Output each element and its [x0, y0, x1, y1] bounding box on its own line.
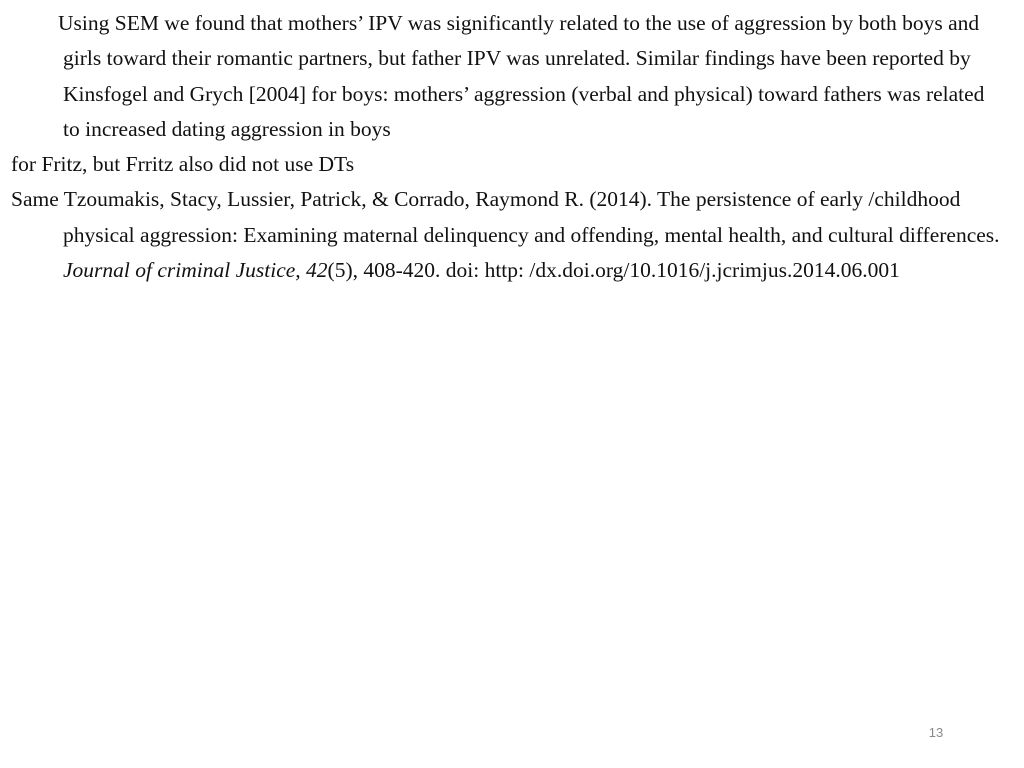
fritz-note: for Fritz, but Frritz also did not use DTs: [11, 152, 355, 177]
reference-tail: (5), 408-420. doi: http: /dx.doi.org/10.1016/j.jcrimjus.2014.06.001: [327, 258, 900, 283]
slide-body: [11, 6, 1001, 288]
finding-paragraph: Using SEM we found that mothers’ IPV was significantly related to the use of aggression by both boys and girls toward their romantic partners, but father IPV was unrelated. Similar findings have been reported by Kinsfogel and Grych [2004] for boys: mothers’ aggression (verbal and physical) toward fathers was related to increased dating aggression in boys: [58, 11, 985, 141]
page-number: 13: [928, 725, 944, 740]
reference-lead: Same Tzoumakis, Stacy, Lussier, Patrick, & Corrado, Raymond R. (2014). The persistence of early /childhood physical aggression: Examining maternal delinquency and offending, mental health, and cultural differences.: [11, 187, 1000, 247]
reference-journal: Journal of criminal Justice, 42: [63, 258, 328, 283]
reference-citation: [11, 182, 1001, 288]
